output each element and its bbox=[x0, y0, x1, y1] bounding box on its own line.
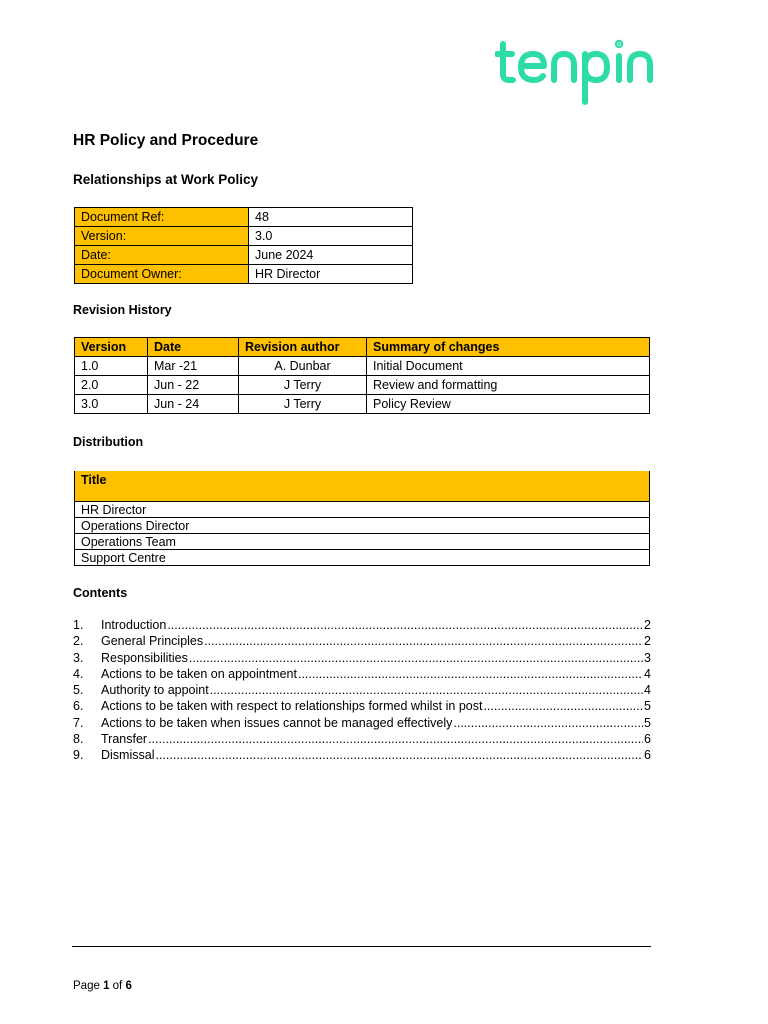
footer-current-page: 1 bbox=[103, 980, 110, 992]
toc-number: 6. bbox=[73, 699, 84, 714]
footer-divider bbox=[72, 946, 651, 947]
meta-key: Document Owner: bbox=[75, 265, 249, 284]
table-row bbox=[75, 534, 650, 550]
table-cell: 2.0 bbox=[75, 376, 148, 395]
table-row bbox=[75, 357, 650, 376]
toc-entry[interactable] bbox=[73, 651, 651, 667]
toc-entry[interactable] bbox=[73, 667, 651, 683]
meta-row bbox=[75, 246, 413, 265]
toc-number: 2. bbox=[73, 634, 84, 649]
table-of-contents bbox=[73, 618, 651, 765]
footer-page-prefix: Page bbox=[73, 980, 104, 992]
table-cell: Operations Team bbox=[75, 534, 650, 550]
toc-leader bbox=[298, 667, 643, 681]
column-header: Version bbox=[75, 338, 148, 357]
table-row bbox=[75, 502, 650, 518]
table-row bbox=[75, 518, 650, 534]
toc-title: Actions to be taken on appointment bbox=[101, 666, 297, 681]
toc-title: Actions to be taken with respect to relationships formed whilst in post bbox=[101, 699, 483, 714]
document-title: HR Policy and Procedure bbox=[73, 132, 259, 149]
table-cell: HR Director bbox=[75, 502, 650, 518]
toc-leader bbox=[189, 651, 643, 665]
meta-value: 48 bbox=[249, 208, 413, 227]
contents-heading: Contents bbox=[73, 586, 128, 600]
toc-title: Actions to be taken when issues cannot be managed effectively bbox=[101, 715, 453, 730]
toc-leader bbox=[483, 699, 643, 713]
table-cell: Mar -21 bbox=[148, 357, 239, 376]
toc-page: 5 bbox=[644, 715, 651, 730]
toc-title: Transfer bbox=[101, 732, 148, 747]
toc-page: 6 bbox=[644, 732, 651, 747]
toc-number: 1. bbox=[73, 618, 84, 632]
meta-value: HR Director bbox=[249, 265, 413, 284]
revision-history-table bbox=[74, 337, 650, 414]
toc-leader bbox=[210, 683, 643, 697]
table-row bbox=[75, 395, 650, 414]
toc-entry[interactable] bbox=[73, 748, 651, 764]
tenpin-logo bbox=[495, 38, 655, 108]
distribution-table bbox=[74, 471, 650, 566]
toc-page: 2 bbox=[644, 634, 651, 649]
toc-number: 7. bbox=[73, 715, 84, 730]
meta-key: Date: bbox=[75, 246, 249, 265]
toc-page: 4 bbox=[644, 666, 651, 681]
toc-entry[interactable] bbox=[73, 699, 651, 715]
table-cell: A. Dunbar bbox=[239, 357, 367, 376]
column-header: Revision author bbox=[239, 338, 367, 357]
meta-row bbox=[75, 265, 413, 284]
meta-row bbox=[75, 208, 413, 227]
table-header-row bbox=[75, 338, 650, 357]
meta-value: June 2024 bbox=[249, 246, 413, 265]
table-row bbox=[75, 376, 650, 395]
toc-number: 9. bbox=[73, 748, 84, 763]
revision-history-heading: Revision History bbox=[73, 303, 172, 317]
toc-entry[interactable] bbox=[73, 732, 651, 748]
table-cell: 1.0 bbox=[75, 357, 148, 376]
toc-title: Introduction bbox=[101, 618, 167, 632]
toc-leader bbox=[204, 634, 643, 648]
table-cell: J Terry bbox=[239, 376, 367, 395]
toc-entry[interactable] bbox=[73, 618, 651, 634]
policy-title: Relationships at Work Policy bbox=[73, 172, 259, 187]
table-cell: Jun - 22 bbox=[148, 376, 239, 395]
table-cell: Operations Director bbox=[75, 518, 650, 534]
table-cell: Review and formatting bbox=[367, 376, 650, 395]
toc-title: Dismissal bbox=[101, 748, 155, 763]
meta-row bbox=[75, 227, 413, 246]
toc-leader bbox=[155, 748, 643, 762]
meta-key: Version: bbox=[75, 227, 249, 246]
toc-title: Authority to appoint bbox=[101, 683, 209, 698]
toc-number: 5. bbox=[73, 683, 84, 698]
column-header: Date bbox=[148, 338, 239, 357]
table-cell: 3.0 bbox=[75, 395, 148, 414]
toc-leader bbox=[148, 732, 643, 746]
toc-number: 8. bbox=[73, 732, 84, 747]
table-row bbox=[75, 550, 650, 566]
toc-page: 4 bbox=[644, 683, 651, 698]
table-cell: J Terry bbox=[239, 395, 367, 414]
toc-page: 2 bbox=[644, 618, 651, 632]
toc-number: 3. bbox=[73, 650, 84, 665]
toc-entry[interactable] bbox=[73, 683, 651, 699]
toc-title: Responsibilities bbox=[101, 650, 188, 665]
footer-total-pages: 6 bbox=[125, 980, 132, 992]
table-cell: Jun - 24 bbox=[148, 395, 239, 414]
toc-page: 6 bbox=[644, 748, 651, 763]
column-header: Title bbox=[75, 471, 650, 502]
toc-page: 3 bbox=[644, 650, 651, 665]
page-footer bbox=[73, 980, 132, 992]
toc-entry[interactable] bbox=[73, 634, 651, 650]
footer-page-of: of bbox=[109, 980, 126, 992]
toc-number: 4. bbox=[73, 666, 84, 681]
toc-leader bbox=[167, 618, 643, 632]
document-meta-table bbox=[74, 207, 413, 284]
table-header-row bbox=[75, 471, 650, 502]
toc-leader bbox=[453, 716, 643, 730]
meta-key: Document Ref: bbox=[75, 208, 249, 227]
meta-value: 3.0 bbox=[249, 227, 413, 246]
table-cell: Initial Document bbox=[367, 357, 650, 376]
column-header: Summary of changes bbox=[367, 338, 650, 357]
toc-page: 5 bbox=[644, 699, 651, 714]
toc-entry[interactable] bbox=[73, 716, 651, 732]
table-cell: Policy Review bbox=[367, 395, 650, 414]
distribution-heading: Distribution bbox=[73, 435, 144, 449]
toc-title: General Principles bbox=[101, 634, 204, 649]
table-cell: Support Centre bbox=[75, 550, 650, 566]
